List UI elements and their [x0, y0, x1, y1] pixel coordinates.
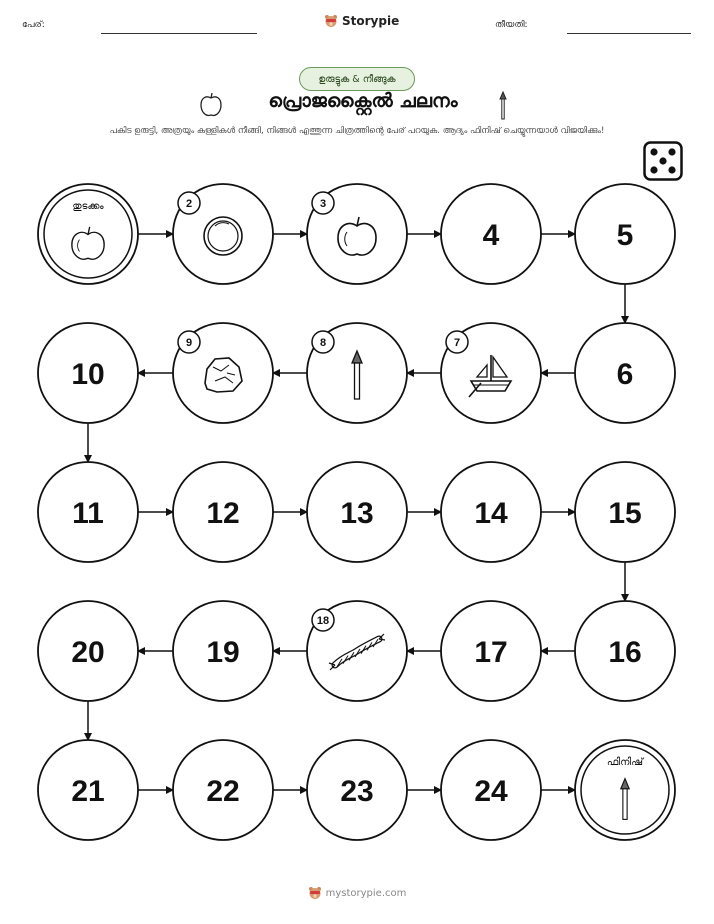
board-cell-17 [441, 601, 541, 701]
footer-url: mystorypie.com [325, 887, 407, 899]
board-cell-1 [38, 184, 138, 284]
cell-number: 4 [482, 219, 500, 252]
board-cell-22 [173, 740, 273, 840]
board-cell-14 [441, 462, 541, 562]
cell-number: 20 [71, 636, 105, 669]
ring-icon [204, 217, 242, 255]
board-cell-2 [173, 184, 273, 284]
board-cell-15 [575, 462, 675, 562]
cell-number: 9 [185, 337, 193, 349]
cell-number: 5 [616, 219, 634, 252]
board-cell-18 [307, 601, 407, 701]
board-cell-9 [173, 323, 273, 423]
cell-number: 2 [185, 198, 193, 210]
board-cell-21 [38, 740, 138, 840]
bear-icon [308, 886, 322, 900]
board-cell-11 [38, 462, 138, 562]
activity-tag: ഉരുട്ടുക & നീങ്ങുക [299, 67, 415, 91]
cell-number: 23 [340, 775, 374, 808]
cell-number: 14 [474, 497, 508, 530]
cell-number: 6 [616, 358, 634, 391]
board-cell-3 [307, 184, 407, 284]
board-cell-5 [575, 184, 675, 284]
cell-number: 10 [71, 358, 105, 391]
board-cell-19 [173, 601, 273, 701]
board-cell-16 [575, 601, 675, 701]
board-cell-20 [38, 601, 138, 701]
name-label: പേര്: [22, 20, 45, 30]
cell-number: 15 [608, 497, 642, 530]
start-label: തുടക്കം [72, 201, 104, 212]
cell-number: 8 [319, 337, 327, 349]
cell-number: 11 [72, 497, 104, 530]
board-cell-24 [441, 740, 541, 840]
cell-number: 18 [316, 615, 330, 627]
cell-number: 22 [206, 775, 240, 808]
date-label: തീയതി: [495, 20, 528, 30]
board-cell-23 [307, 740, 407, 840]
instructions: പകിട ഉരുട്ടി, അത്രയും കള്ളികൾ നീങ്ങി, നിങ്ങൾ എത്തുന്ന ചിത്രത്തിന്റെ പേര് പറയുക. ആദ്യം ഫിനിഷ് ചെയ്യുന്നയാൾ വിജയിക്കും! [109, 126, 605, 136]
cell-number: 13 [340, 497, 374, 530]
board-cell-4 [441, 184, 541, 284]
cell-number: 17 [474, 636, 508, 669]
cell-number: 21 [71, 775, 105, 808]
brand-name: Storypie [342, 14, 400, 28]
board-cell-13 [307, 462, 407, 562]
board-cell-7 [441, 323, 541, 423]
board-cell-25 [575, 740, 675, 840]
board-cell-10 [38, 323, 138, 423]
footer [0, 886, 714, 900]
cell-number: 12 [206, 497, 240, 530]
cell-number: 7 [453, 337, 461, 349]
board-cell-6 [575, 323, 675, 423]
board-cell-12 [173, 462, 273, 562]
cell-number: 24 [474, 775, 508, 808]
cell-number: 16 [608, 636, 642, 669]
board-cell-8 [307, 323, 407, 423]
finish-label: ഫിനിഷ് [606, 757, 644, 768]
cell-number: 19 [206, 636, 240, 669]
cell-number: 3 [319, 198, 327, 210]
page-title: പ്രൊജക്റ്റൈൽ ചലനം [268, 90, 458, 112]
